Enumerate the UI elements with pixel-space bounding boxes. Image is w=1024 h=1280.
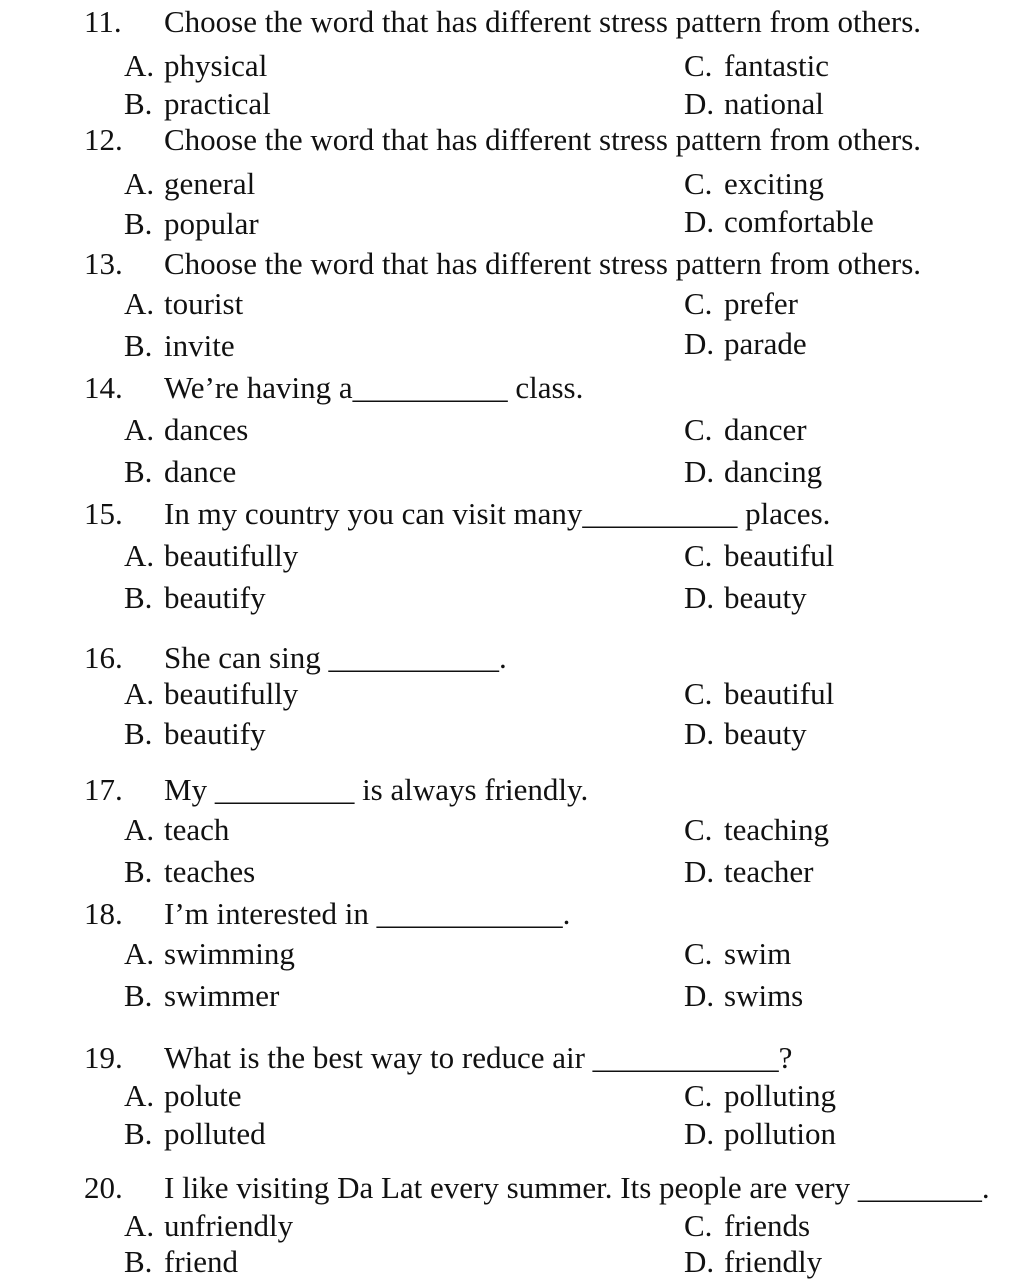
- option-c: C. swim: [684, 936, 792, 971]
- option-text: teaches: [164, 854, 256, 889]
- question-stem: In my country you can visit many__________ places.: [164, 496, 831, 531]
- option-text: pollution: [724, 1116, 836, 1151]
- question-stem: She can sing ___________.: [164, 640, 507, 675]
- option-a: A. tourist: [124, 286, 244, 321]
- option-text: polluted: [164, 1116, 266, 1151]
- question-stem: I like visiting Da Lat every summer. Its people are very ________.: [164, 1170, 990, 1205]
- option-c: C. friends: [684, 1208, 811, 1243]
- question-number: 13.: [84, 246, 123, 281]
- option-c: C. exciting: [684, 166, 824, 201]
- option-text: dancing: [724, 454, 823, 489]
- question-number: 16.: [84, 640, 123, 675]
- option-a: A. general: [124, 166, 256, 201]
- option-a: A. dances: [124, 412, 249, 447]
- question-stem: We’re having a__________ class.: [164, 370, 584, 405]
- question-stem: Choose the word that has different stress pattern from others.: [164, 122, 922, 157]
- option-d: D. dancing: [684, 454, 823, 489]
- option-d: D. parade: [684, 326, 807, 361]
- option-text: teaching: [724, 812, 830, 847]
- option-b: B. beautify: [124, 716, 266, 751]
- question-stem: My _________ is always friendly.: [164, 772, 589, 807]
- option-b: B. dance: [124, 454, 237, 489]
- option-text: beautify: [164, 580, 266, 615]
- option-text: beautiful: [724, 676, 835, 711]
- option-b: B. polluted: [124, 1116, 266, 1151]
- option-text: beautifully: [164, 676, 299, 711]
- option-d: D. comfortable: [684, 204, 874, 239]
- option-b: B. invite: [124, 328, 235, 363]
- option-text: physical: [164, 48, 268, 83]
- option-text: polute: [164, 1078, 242, 1113]
- option-d: D. beauty: [684, 580, 807, 615]
- option-d: D. swims: [684, 978, 804, 1013]
- question-number: 17.: [84, 772, 123, 807]
- option-text: parade: [724, 326, 807, 361]
- option-d: D. friendly: [684, 1244, 823, 1279]
- option-a: A. teach: [124, 812, 230, 847]
- option-text: polluting: [724, 1078, 836, 1113]
- question-number: 15.: [84, 496, 123, 531]
- option-b: B. swimmer: [124, 978, 280, 1013]
- option-text: swimming: [164, 936, 295, 971]
- option-text: beauty: [724, 716, 807, 751]
- option-text: beautify: [164, 716, 266, 751]
- option-a: A. beautifully: [124, 676, 299, 711]
- option-b: B. beautify: [124, 580, 266, 615]
- option-c: C. fantastic: [684, 48, 830, 83]
- option-text: beautifully: [164, 538, 299, 573]
- option-text: tourist: [164, 286, 244, 321]
- option-a: A. polute: [124, 1078, 242, 1113]
- option-b: B. friend: [124, 1244, 239, 1279]
- option-b: B. practical: [124, 86, 271, 121]
- option-text: invite: [164, 328, 235, 363]
- option-text: friendly: [724, 1244, 823, 1279]
- option-text: teach: [164, 812, 230, 847]
- option-a: A. physical: [124, 48, 268, 83]
- option-a: A. beautifully: [124, 538, 299, 573]
- question-stem: Choose the word that has different stress pattern from others.: [164, 246, 922, 281]
- option-text: friends: [724, 1208, 811, 1243]
- question-number: 18.: [84, 896, 123, 931]
- option-text: dance: [164, 454, 237, 489]
- option-text: beauty: [724, 580, 807, 615]
- option-c: C. teaching: [684, 812, 830, 847]
- option-d: D. national: [684, 86, 824, 121]
- option-d: D. teacher: [684, 854, 814, 889]
- option-c: C. prefer: [684, 286, 798, 321]
- option-text: popular: [164, 206, 259, 241]
- option-text: friend: [164, 1244, 239, 1279]
- option-text: fantastic: [724, 48, 830, 83]
- option-text: swimmer: [164, 978, 280, 1013]
- question-number: 11.: [84, 4, 122, 39]
- option-text: exciting: [724, 166, 824, 201]
- question-stem: Choose the word that has different stress pattern from others.: [164, 4, 922, 39]
- option-c: C. beautiful: [684, 538, 835, 573]
- question-number: 19.: [84, 1040, 123, 1075]
- question-stem: I’m interested in ____________.: [164, 896, 571, 931]
- option-a: A. unfriendly: [124, 1208, 294, 1243]
- option-d: D. beauty: [684, 716, 807, 751]
- option-c: C. dancer: [684, 412, 807, 447]
- option-text: beautiful: [724, 538, 835, 573]
- question-number: 12.: [84, 122, 123, 157]
- option-text: prefer: [724, 286, 798, 321]
- option-c: C. polluting: [684, 1078, 836, 1113]
- option-text: national: [724, 86, 824, 121]
- option-text: unfriendly: [164, 1208, 294, 1243]
- question-number: 20.: [84, 1170, 123, 1205]
- question-number: 14.: [84, 370, 123, 405]
- option-text: dancer: [724, 412, 807, 447]
- option-text: comfortable: [724, 204, 874, 239]
- option-text: teacher: [724, 854, 814, 889]
- option-text: dances: [164, 412, 249, 447]
- option-d: D. pollution: [684, 1116, 836, 1151]
- option-a: A. swimming: [124, 936, 295, 971]
- option-text: practical: [164, 86, 271, 121]
- option-text: general: [164, 166, 256, 201]
- option-b: B. popular: [124, 206, 259, 241]
- option-text: swims: [724, 978, 804, 1013]
- option-c: C. beautiful: [684, 676, 835, 711]
- option-text: swim: [724, 936, 792, 971]
- option-b: B. teaches: [124, 854, 256, 889]
- question-stem: What is the best way to reduce air ____________?: [164, 1040, 793, 1075]
